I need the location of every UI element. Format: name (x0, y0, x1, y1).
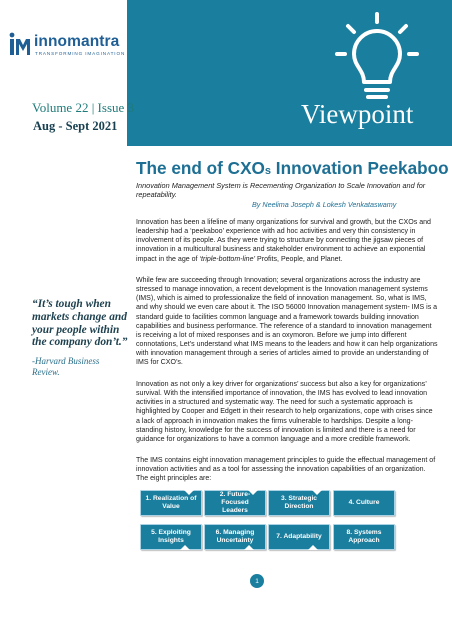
principle-box: 5. Exploiting Insights (140, 524, 202, 550)
principle-box: 3. Strategic Direction (268, 490, 330, 516)
principle-box: 6. Managing Uncertainty (204, 524, 266, 550)
box-notch (184, 490, 194, 495)
box-notch (312, 490, 322, 495)
section-title: Viewpoint (301, 99, 414, 129)
paragraph-4: The IMS contains eight innovation management principles to guide the effectual management of innovation activities and as a tool for assessing the innovation capabilities of an organization. The eight principles are: (136, 457, 436, 483)
innomantra-logo (9, 32, 129, 58)
pull-quote-source: -Harvard Business Review. (32, 356, 100, 377)
issue-date: Aug - Sept 2021 (33, 119, 118, 133)
principle-box: 2. Future-Focused Leaders (204, 490, 266, 516)
article-subtitle: Innovation Management System is Recementing Organization to Scale Innovation and for repeatability. (136, 181, 426, 200)
principle-box: 1. Realization of Value (140, 490, 202, 516)
paragraph-1: Innovation has been a lifeline of many organizations for survival and growth, but the CXOs and leadership had a ‘peekaboo’ experience with ad hoc activities and very thin consistency in involvement of its people. As they were trying to structure by connecting the jigsaw pieces of innovation in a multicultural business and stakeholder environment to achieve an exponential impact in the age of ‘triple-bottom-line’ Profits, People, and Planet. (136, 219, 431, 263)
box-notch (248, 490, 258, 495)
paragraph-2: While few are succeeding through Innovation; several organizations across the industry are stressed to manage innovation, a recent development is the Innovation management systems (IMS), which is aimed to professionalize the field of innovation management. So, what is IMS, and why should we even care about it. The ISO 56000 Innovation management system- IMS is a standard guide to facilities common language and a framework towards building innovation capabilities and business performance. The reference of a standard to innovation management is receiving a lot of mixed responses and is an oxymoron. Before we jump into different connotations, Let’s understand what IMS means to the leaders and how it can help organizations with innovation management through a series of articles aimed to provide an understanding of IMS for CXO’s. (136, 277, 438, 367)
logo-tagline: TRANSFORMING IMAGINATION (35, 51, 126, 56)
logo-mark-icon (9, 32, 31, 56)
page-number: 1 (250, 574, 264, 588)
principle-box: 7. Adaptability (268, 524, 330, 550)
principle-box: 8. Systems Approach (333, 524, 395, 550)
box-notch (180, 545, 190, 550)
lightbulb-icon (334, 12, 420, 110)
issue-label: Volume 22 | Issue 3 (32, 100, 135, 115)
logo-name: innomantra (34, 33, 120, 50)
box-notch (308, 545, 318, 550)
article-byline: By Neelima Joseph & Lokesh Venkataswamy (252, 200, 397, 209)
paragraph-3: Innovation as not only a key driver for organizations’ success but also a key for organizations’ survival. With the intensified importance of innovation, the IMS has evolved to lead innovation activities in a structured and systematic way. The need for such a systematic approach is highlighted by Cooper and Edgett in their research to help organizations, cope with crises since a lack of approach in innovation makes the firms vulnerable to hardships. Despite a long-standing history, knowledge for the success of innovation is limited and there is a need for guidance for organizations to have a common language and a more credible framework. (136, 381, 433, 443)
principle-box: 4. Culture (333, 490, 395, 516)
article-title: The end of CXOs Innovation Peekaboo (136, 158, 449, 178)
pull-quote: “It’s tough when markets change and your people within the company don’t.” (32, 298, 128, 349)
box-notch (244, 545, 254, 550)
masthead-banner (127, 0, 452, 146)
